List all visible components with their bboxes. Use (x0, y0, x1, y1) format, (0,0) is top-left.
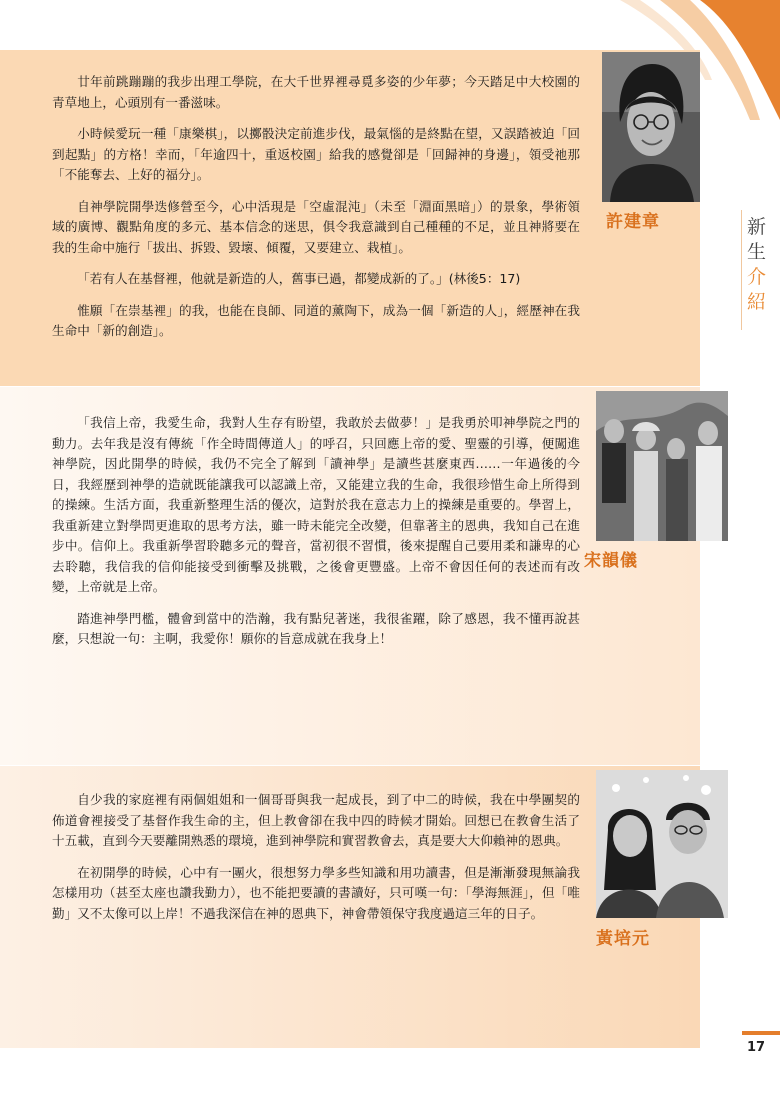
page-number: 17 (747, 1040, 766, 1055)
paragraph: 「我信上帝，我愛生命，我對人生存有盼望，我敢於去做夢！」是我勇於叩神學院之門的動力。去年我是沒有傳統「作全時間傳道人」的呼召，只回應上帝的愛、聖靈的引導，便闖進神學院，因此開學的時候，我仍不完全了解到「讀神學」是讀些甚麼東西……一年過後的今日，我經歷到神學的造就既能讓我可以認識上帝，又能建立我的生命，我很珍惜生命上所得到的操練。生活方面，我重新整理生活的優次，這對於我在意志力上的操練是重要的。學習上，我重新建立對學問更進取的思考方法，雖一時未能完全改變，但靠著主的恩典，我知自己在進步中。信仰上。我重新學習聆聽多元的聲音，當初很不習慣，後來提醒自己要用柔和謙卑的心去聆聽，我信我的信仰能接受到衝擊及挑戰，之後會更豐盛。上帝不會因任何的表述而有改變，上帝就是上帝。 (52, 415, 580, 594)
profile-text-3 (52, 790, 580, 935)
paragraph: 小時候愛玩一種「康樂棋」，以擲骰決定前進步伐，最氣惱的是終點在望，又誤踏被迫「回到起點」的方格！幸而，「年逾四十，重返校園」給我的感覺卻是「回歸神的身邊」，領受祂那「不能奪去、上好的福分」。 (52, 126, 580, 182)
section-label-char: 紹 (747, 291, 767, 313)
paragraph: 「若有人在基督裡，他就是新造的人，舊事已過，都變成新的了。」(林後5：17) (77, 271, 521, 286)
paragraph: 廿年前跳蹦蹦的我步出理工學院，在大千世界裡尋覓多姿的少年夢；今天踏足中大校園的青草地上，心頭別有一番滋味。 (52, 74, 580, 110)
portrait-photo-1 (602, 52, 700, 202)
paragraph: 自少我的家庭裡有兩個姐姐和一個哥哥與我一起成長，到了中二的時候，我在中學團契的佈道會裡接受了基督作我生命的主，但上教會卻在我中四的時候才開始。回想已在教會生活了十五載，直到今天要離開熟悉的環境，進到神學院和實習教會去，真是要大大仰賴神的恩典。 (52, 792, 580, 848)
section-divider (741, 210, 742, 330)
person-name: 宋韻儀 (584, 551, 638, 571)
paragraph: 在初開學的時候，心中有一團火，很想努力學多些知識和用功讀書，但是漸漸發現無論我怎樣用功（甚至太座也讚我勤力），也不能把要讀的書讀好，只可嘆一句：「學海無涯」，但「唯勤」又不太像可以上岸！不過我深信在神的恩典下，神會帶領保守我度過這三年的日子。 (52, 864, 580, 921)
paragraph: 自神學院開學迭修營至今，心中活現是「空虛混沌」（未至「淵面黑暗」）的景象，學術領域的廣博、觀點角度的多元、基本信念的迷思，俱令我意識到自己種種的不足，並且神將要在我的生命中施行「拔出、拆毀、毀壞、傾覆，又要建立、栽植」。 (52, 198, 580, 255)
couple-photo (596, 770, 728, 918)
profile-text-2 (52, 413, 580, 661)
profile-text-1 (52, 72, 580, 353)
section-label-char: 介 (747, 266, 767, 288)
section-label-char: 新 (747, 216, 767, 238)
paragraph: 惟願「在崇基裡」的我，也能在良師、同道的薰陶下，成為一個「新造的人」，經歷神在我生命中「新的創造」。 (52, 302, 580, 338)
section-label-char: 生 (747, 241, 767, 263)
paragraph: 踏進神學門檻，體會到當中的浩瀚，我有點兒著迷，我很雀躍，除了感恩，我不懂再說甚麼，只想說一句：主啊，我愛你！願你的旨意成就在我身上！ (52, 610, 580, 646)
group-photo (596, 391, 728, 541)
person-name: 黃培元 (596, 929, 650, 949)
person-name: 許建章 (606, 212, 660, 232)
page-number-rule (742, 1031, 780, 1035)
section-label (747, 215, 771, 315)
